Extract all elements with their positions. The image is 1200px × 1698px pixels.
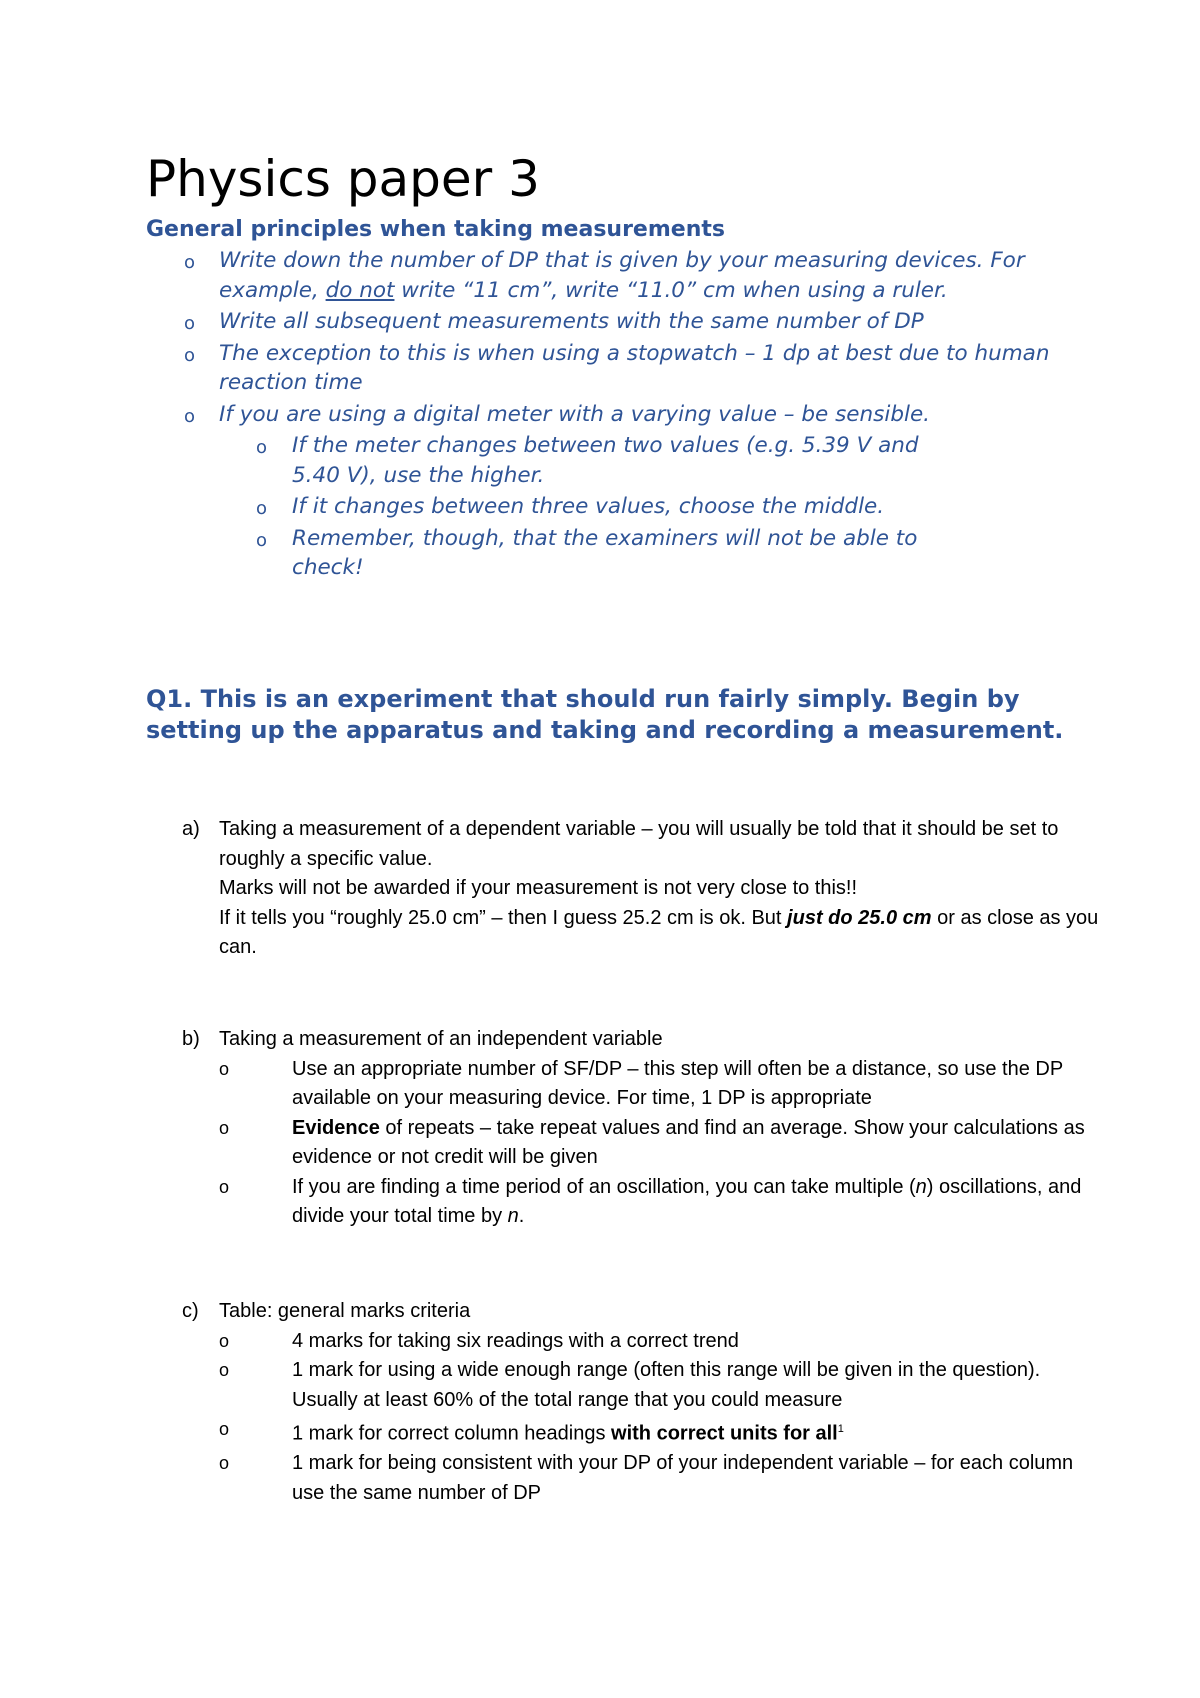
list-item: o 1 mark for using a wide enough range (often this range will be given in the question). Usually at least 60% of the total range that you could measure bbox=[219, 1356, 1099, 1415]
list-item: o Write down the number of DP that is given by your measuring devices. For example, do not write “11 cm”, write “11.0” cm when using a ruler. bbox=[184, 248, 1025, 303]
part-b-heading: Taking a measurement of an independent variable bbox=[219, 1028, 663, 1050]
list-item: o Remember, though, that the examiners will not be able to check! bbox=[256, 525, 918, 580]
bullet-icon: o bbox=[219, 1360, 230, 1380]
part-a-body: Taking a measurement of a dependent variable – you will usually be told that it should be set to roughly a specific value. Marks will not be awarded if your measurement is not very close to this!! If it tells you “roughly 25.0 cm” – then I guess 25.2 cm is ok. But just do 25.0 cm or as close as you can. bbox=[219, 818, 1099, 958]
general-principles-list bbox=[146, 246, 1096, 583]
list-item: o 1 mark for being consistent with your DP of your independent variable – for each column use the same number of DP bbox=[219, 1449, 1099, 1508]
bullet-icon: o bbox=[184, 252, 196, 273]
list-item: o If it changes between three values, choose the middle. bbox=[146, 492, 1096, 522]
bullet-icon: o bbox=[256, 437, 268, 458]
part-b-body bbox=[219, 1025, 1099, 1232]
general-principles-heading: General principles when taking measurements bbox=[146, 217, 725, 242]
underlined-text: do not bbox=[325, 277, 395, 303]
emphasis-text: just do 25.0 cm bbox=[787, 906, 932, 929]
bullet-icon: o bbox=[219, 1330, 230, 1351]
part-a-label: a) bbox=[182, 818, 200, 840]
list-item: o 1 mark for correct column headings with correct units for all$^1$ bbox=[219, 1415, 1099, 1449]
page-title: Physics paper 3 bbox=[146, 150, 540, 208]
list-item: o If you are finding a time period of an oscillation, you can take multiple (n) oscillations, and divide your total time by n. bbox=[219, 1173, 1099, 1232]
bullet-icon: o bbox=[219, 1058, 230, 1079]
list-item: o 4 marks for taking six readings with a correct trend bbox=[219, 1327, 1099, 1357]
list-item: o Write all subsequent measurements with the same number of DP bbox=[146, 307, 1096, 337]
footnote-marker: 1 bbox=[837, 1423, 844, 1435]
bullet-icon: o bbox=[219, 1117, 230, 1138]
part-c-label: c) bbox=[182, 1300, 199, 1322]
bullet-icon: o bbox=[184, 344, 196, 366]
question-1-heading: Q1. This is an experiment that should run fairly simply. Begin by setting up the apparatus and taking and recording a measurement. bbox=[146, 685, 1064, 744]
list-item: o The exception to this is when using a stopwatch – 1 dp at best due to human reaction time bbox=[184, 340, 1050, 395]
list-item: o Use an appropriate number of SF/DP – this step will often be a distance, so use the DP available on your measuring device. For time, 1 DP is appropriate bbox=[219, 1055, 1099, 1114]
bullet-icon: o bbox=[219, 1453, 230, 1474]
part-b-label: b) bbox=[182, 1028, 200, 1050]
bullet-icon: o bbox=[184, 405, 196, 427]
bullet-icon: o bbox=[219, 1419, 230, 1439]
list-item: o If you are using a digital meter with a varying value – be sensible. bbox=[146, 400, 1096, 430]
list-item: o Evidence of repeats – take repeat values and find an average. Show your calculations as evidence or not credit will be given bbox=[219, 1114, 1099, 1173]
bullet-icon: o bbox=[256, 529, 268, 551]
part-c-heading: Table: general marks criteria bbox=[219, 1300, 471, 1322]
bullet-icon: o bbox=[219, 1176, 230, 1197]
part-c-body bbox=[219, 1297, 1099, 1508]
bullet-icon: o bbox=[256, 498, 268, 519]
list-item: o If the meter changes between two values (e.g. 5.39 V and 5.40 V), use the higher. bbox=[256, 433, 919, 488]
bullet-icon: o bbox=[184, 313, 196, 334]
